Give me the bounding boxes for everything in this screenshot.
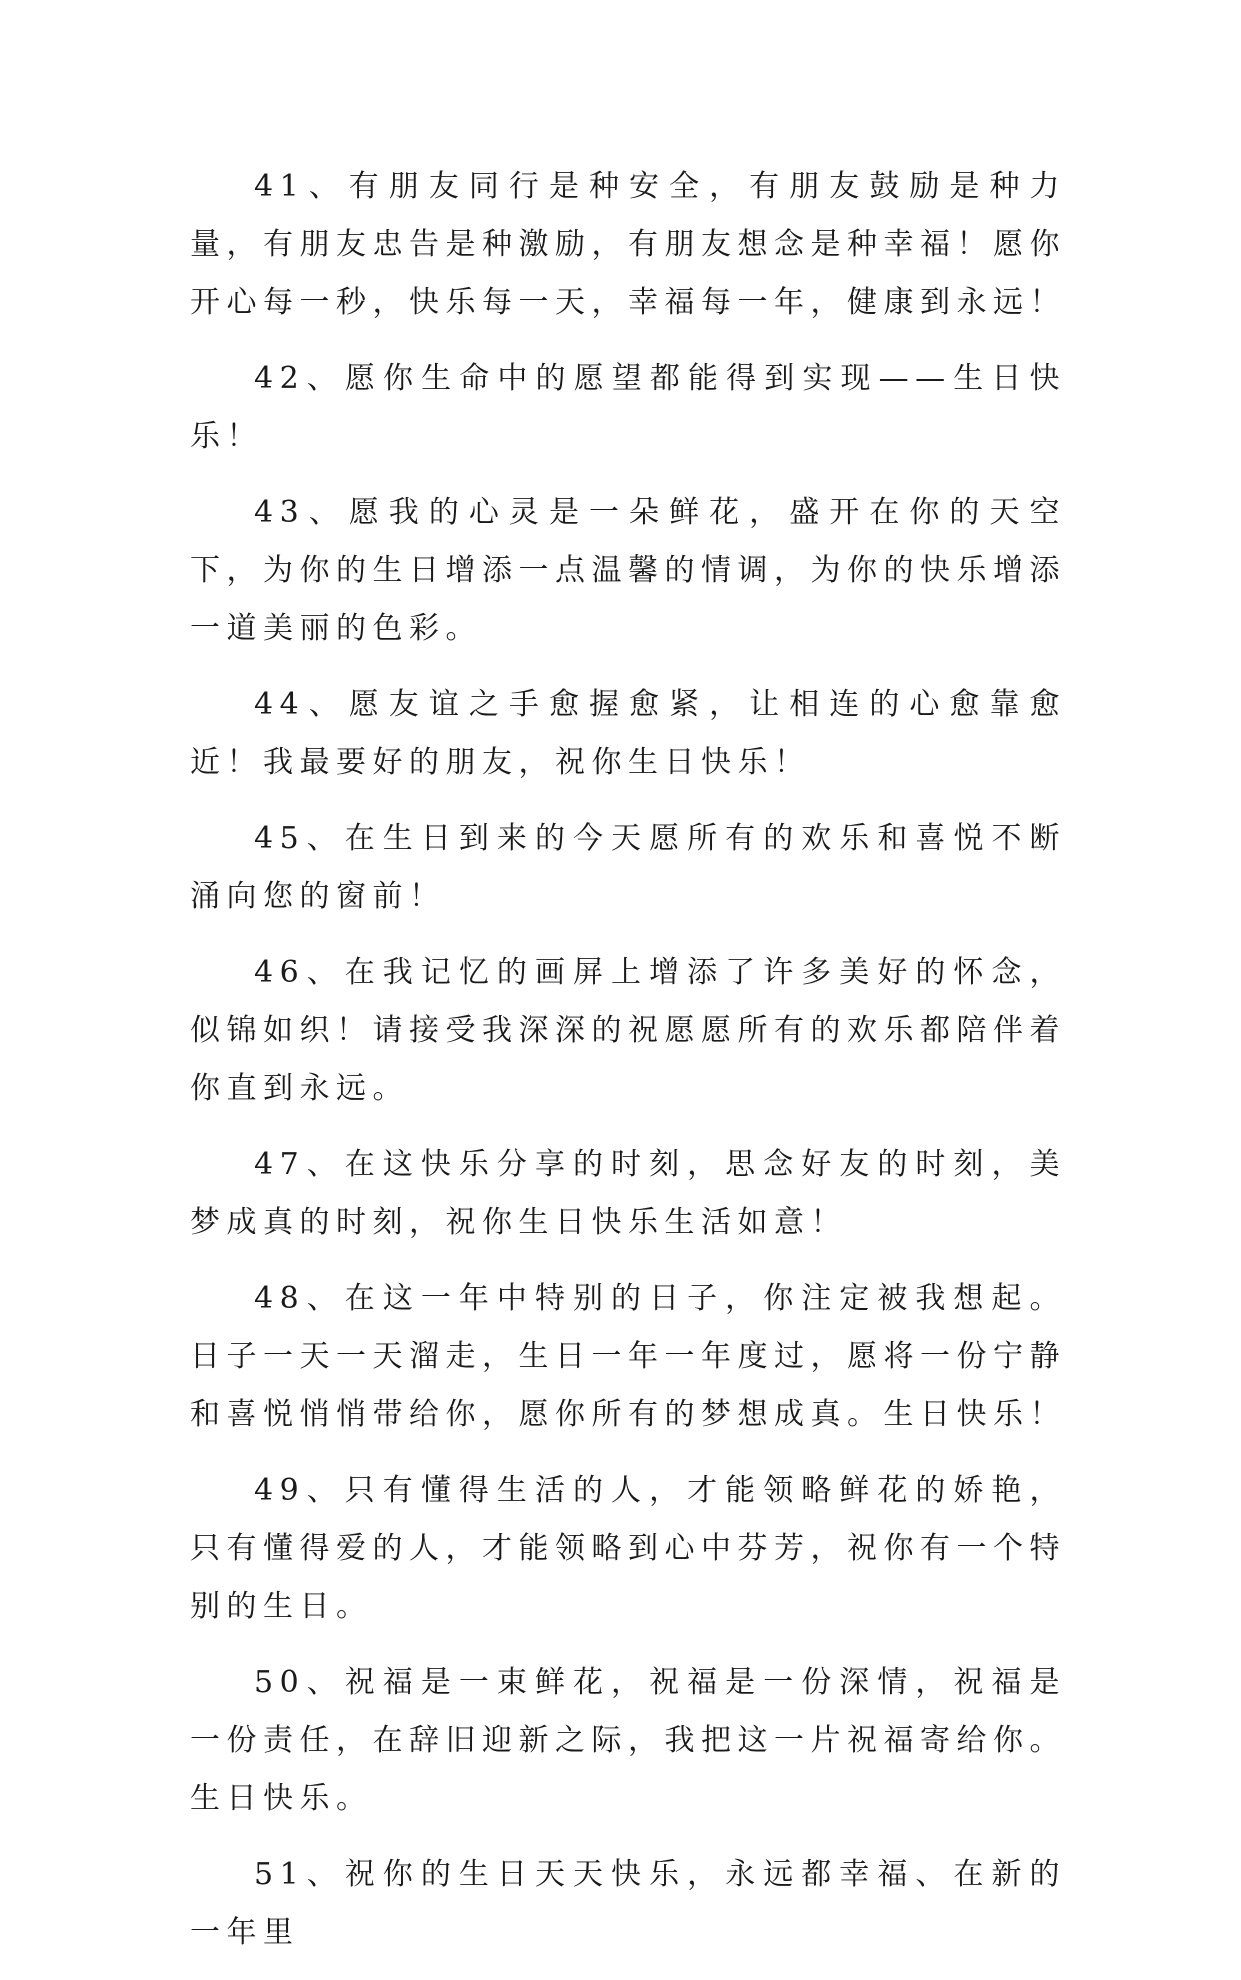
paragraph-46: 46、在我记忆的画屏上增添了许多美好的怀念，似锦如织！请接受我深深的祝愿愿所有的欢乐都陪伴着你直到永远。 xyxy=(190,955,1066,1106)
paragraph-44: 44、愿友谊之手愈握愈紧，让相连的心愈靠愈近！我最要好的朋友，祝你生日快乐！ xyxy=(190,687,1066,780)
paragraph-43: 43、愿我的心灵是一朵鲜花，盛开在你的天空下，为你的生日增添一点温馨的情调，为你的快乐增添一道美丽的色彩。 xyxy=(190,495,1066,646)
document-body xyxy=(190,158,1066,1980)
paragraph-42: 42、愿你生命中的愿望都能得到实现——生日快乐！ xyxy=(190,361,1066,454)
paragraph-50: 50、祝福是一束鲜花，祝福是一份深情，祝福是一份责任，在辞旧迎新之际，我把这一片祝福寄给你。生日快乐。 xyxy=(190,1665,1066,1816)
paragraph-45: 45、在生日到来的今天愿所有的欢乐和喜悦不断涌向您的窗前！ xyxy=(190,821,1066,914)
paragraph-47: 47、在这快乐分享的时刻，思念好友的时刻，美梦成真的时刻，祝你生日快乐生活如意！ xyxy=(190,1147,1066,1240)
paragraph-51: 51、祝你的生日天天快乐，永远都幸福、在新的一年里 xyxy=(190,1857,1066,1950)
paragraph-48: 48、在这一年中特别的日子，你注定被我想起。日子一天一天溜走，生日一年一年度过，愿将一份宁静和喜悦悄悄带给你，愿你所有的梦想成真。生日快乐！ xyxy=(190,1281,1066,1432)
paragraph-41: 41、有朋友同行是种安全，有朋友鼓励是种力量，有朋友忠告是种激励，有朋友想念是种幸福！愿你开心每一秒，快乐每一天，幸福每一年，健康到永远！ xyxy=(190,169,1066,320)
paragraph-49: 49、只有懂得生活的人，才能领略鲜花的娇艳，只有懂得爱的人，才能领略到心中芬芳，祝你有一个特别的生日。 xyxy=(190,1473,1066,1624)
